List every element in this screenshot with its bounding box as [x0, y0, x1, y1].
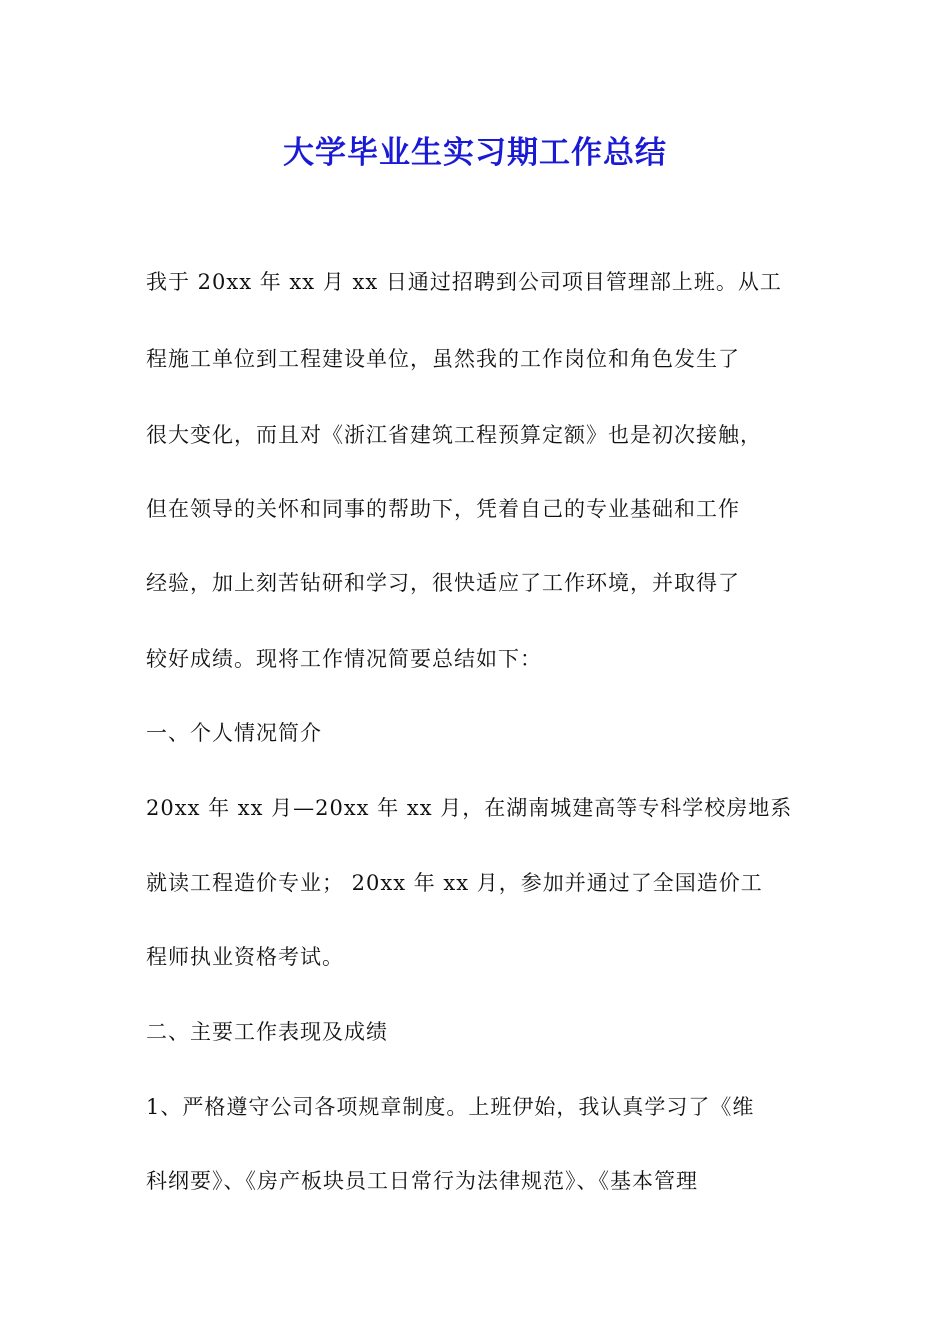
section-heading: 一、个人情况简介 — [146, 721, 322, 745]
document-title: 大学毕业生实习期工作总结 — [283, 135, 667, 171]
paragraph-line: 科纲要》、《房产板块员工日常行为法律规范》、《基本管理 — [146, 1169, 698, 1193]
paragraph-line: 但在领导的关怀和同事的帮助下，凭着自己的专业基础和工作 — [146, 497, 740, 521]
paragraph-line: 20xx 年 xx 月—20xx 年 xx 月，在湖南城建高等专科学校房地系 — [146, 796, 793, 820]
paragraph-line: 就读工程造价专业； 20xx 年 xx 月，参加并通过了全国造价工 — [146, 871, 763, 895]
paragraph-line: 我于 20xx 年 xx 月 xx 日通过招聘到公司项目管理部上班。从工 — [146, 270, 782, 294]
paragraph-line: 1、严格遵守公司各项规章制度。上班伊始，我认真学习了《维 — [146, 1095, 755, 1119]
paragraph-line: 程施工单位到工程建设单位，虽然我的工作岗位和角色发生了 — [146, 347, 740, 371]
paragraph-line: 很大变化，而且对《浙江省建筑工程预算定额》也是初次接触， — [146, 423, 762, 447]
paragraph-line: 经验，加上刻苦钻研和学习，很快适应了工作环境，并取得了 — [146, 571, 740, 595]
paragraph-line: 程师执业资格考试。 — [146, 945, 344, 969]
section-heading: 二、主要工作表现及成绩 — [146, 1020, 388, 1044]
paragraph-line: 较好成绩。现将工作情况简要总结如下： — [146, 647, 542, 671]
